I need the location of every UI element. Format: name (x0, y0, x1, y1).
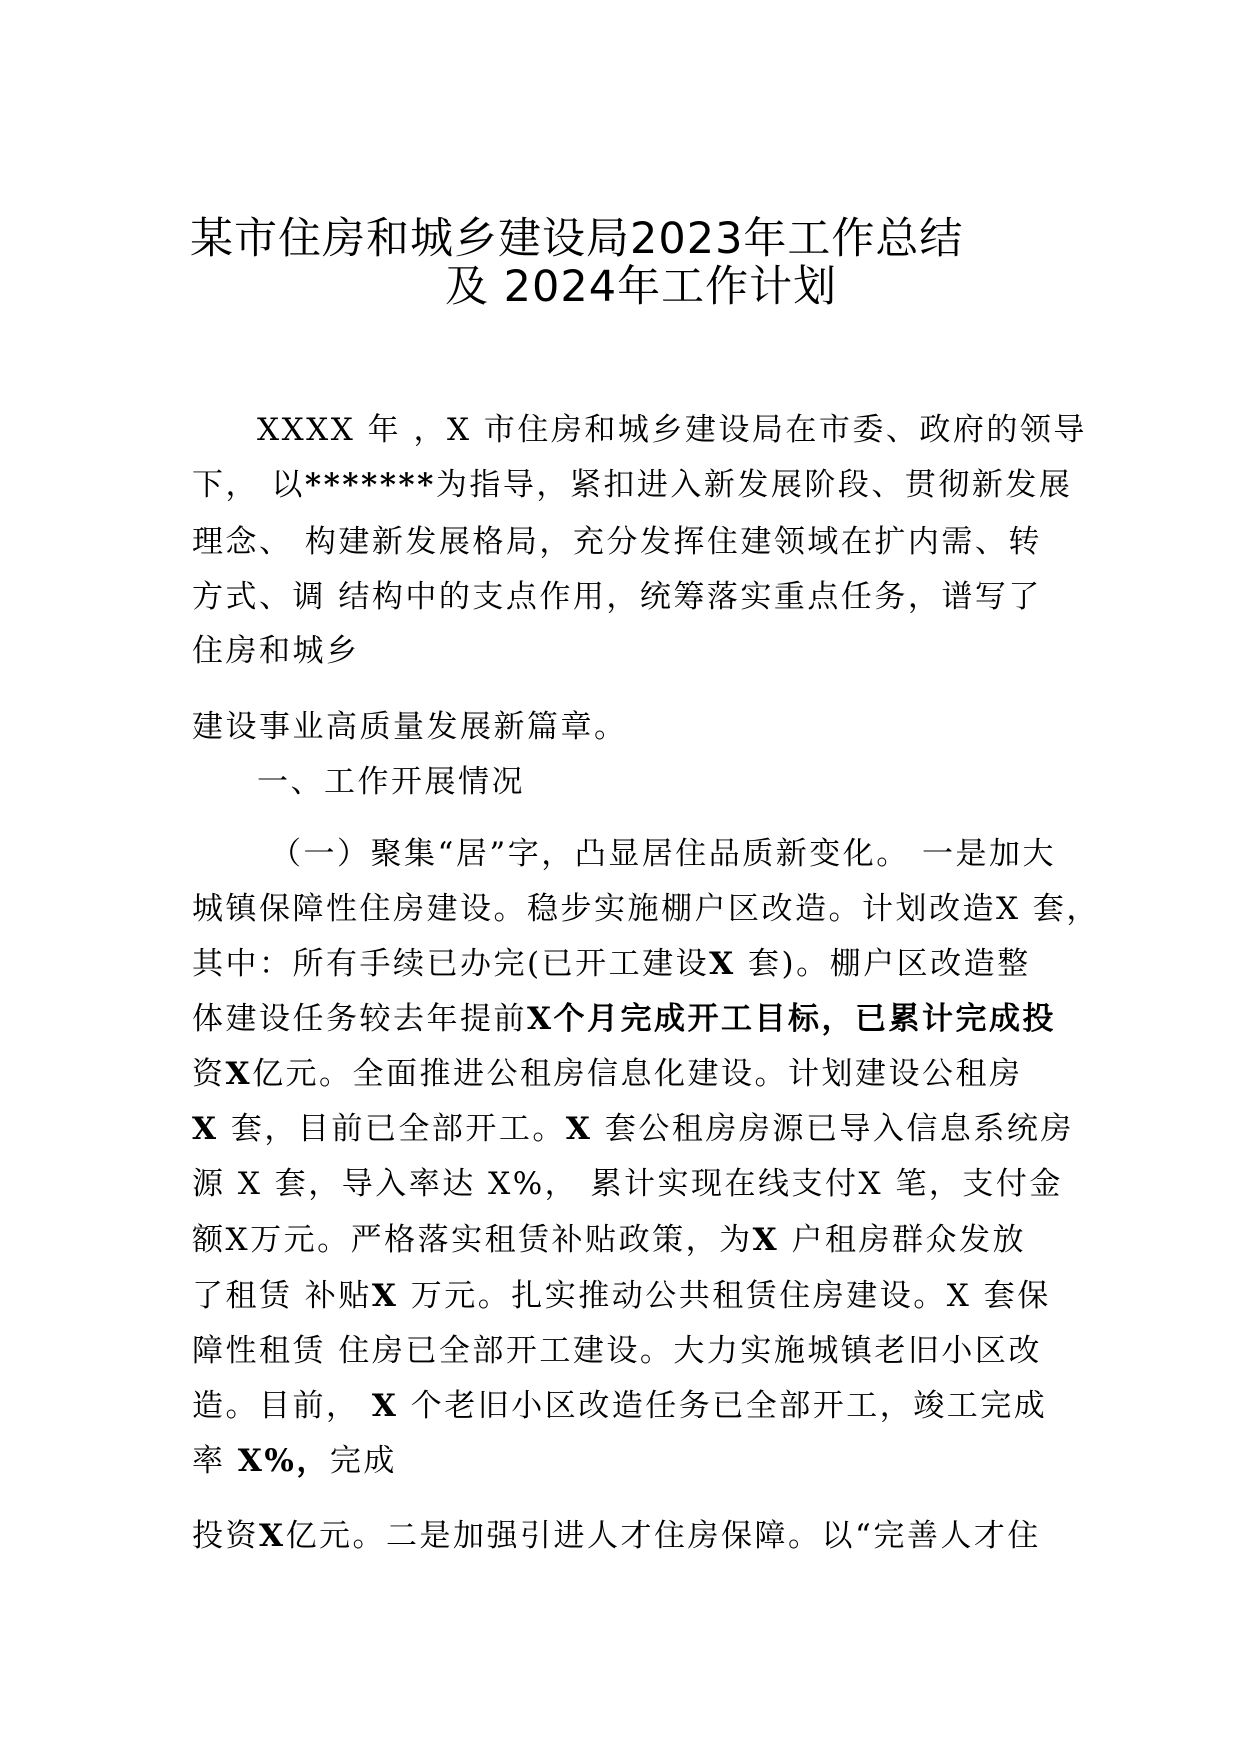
intro-line-3: 理念、 构建新发展格局，充分发挥住建领域在扩内需、转 (192, 524, 1042, 560)
para1-line-8: 额X万元。严格落实租赁补贴政策，为X 户租房群众发放 (192, 1222, 1026, 1258)
intro-line-6: 建设事业高质量发展新篇章。 (192, 709, 628, 745)
para1-line-4: 体建设任务较去年提前X个月完成开工目标，已累计完成投 (192, 1001, 1057, 1037)
para1-line-1: （一）聚集“居”字，凸显居住品质新变化。 一是加大 (270, 836, 1057, 872)
intro-line-1: XXXX 年 ，X 市住房和城乡建设局在市委、政府的领导 (257, 412, 1087, 448)
para1-line-2: 城镇保障性住房建设。稳步实施棚户区改造。计划改造X 套， (192, 891, 1100, 927)
para1-line-11: 造。目前， X 个老旧小区改造任务已全部开工，竣工完成 (192, 1388, 1048, 1424)
document-title-line-1: 某市住房和城乡建设局2023年工作总结 (190, 214, 964, 264)
para1-line-10: 障性租赁 住房已全部开工建设。大力实施城镇老旧小区改 (192, 1333, 1042, 1369)
para1-line-13: 投资X亿元。二是加强引进人才住房保障。以“完善人才住 (192, 1518, 1041, 1554)
para1-line-7: 源 X 套，导入率达 X%， 累计实现在线支付X 笔，支付金 (192, 1166, 1063, 1202)
para1-line-3: 其中：所有手续已办完(已开工建设X 套)。棚户区改造整 (192, 946, 1031, 982)
intro-line-5: 住房和城乡 (192, 633, 360, 669)
para1-line-9: 了租赁 补贴X 万元。扎实推动公共租赁住房建设。X 套保 (192, 1278, 1051, 1314)
intro-line-2: 下， 以*******为指导，紧扣进入新发展阶段、贯彻新发展 (192, 467, 1073, 503)
para1-line-12: 率 X%，完成 (192, 1443, 397, 1479)
intro-line-4: 方式、调 结构中的支点作用，统筹落实重点任务，谱写了 (192, 579, 1042, 615)
para1-line-5: 资X亿元。全面推进公租房信息化建设。计划建设公租房 (192, 1056, 1023, 1092)
para1-line-6: X 套，目前已全部开工。X 套公租房房源已导入信息系统房 (192, 1111, 1074, 1147)
document-title-line-2: 及 2024年工作计划 (445, 262, 838, 312)
section-heading: 一、工作开展情况 (257, 764, 525, 800)
